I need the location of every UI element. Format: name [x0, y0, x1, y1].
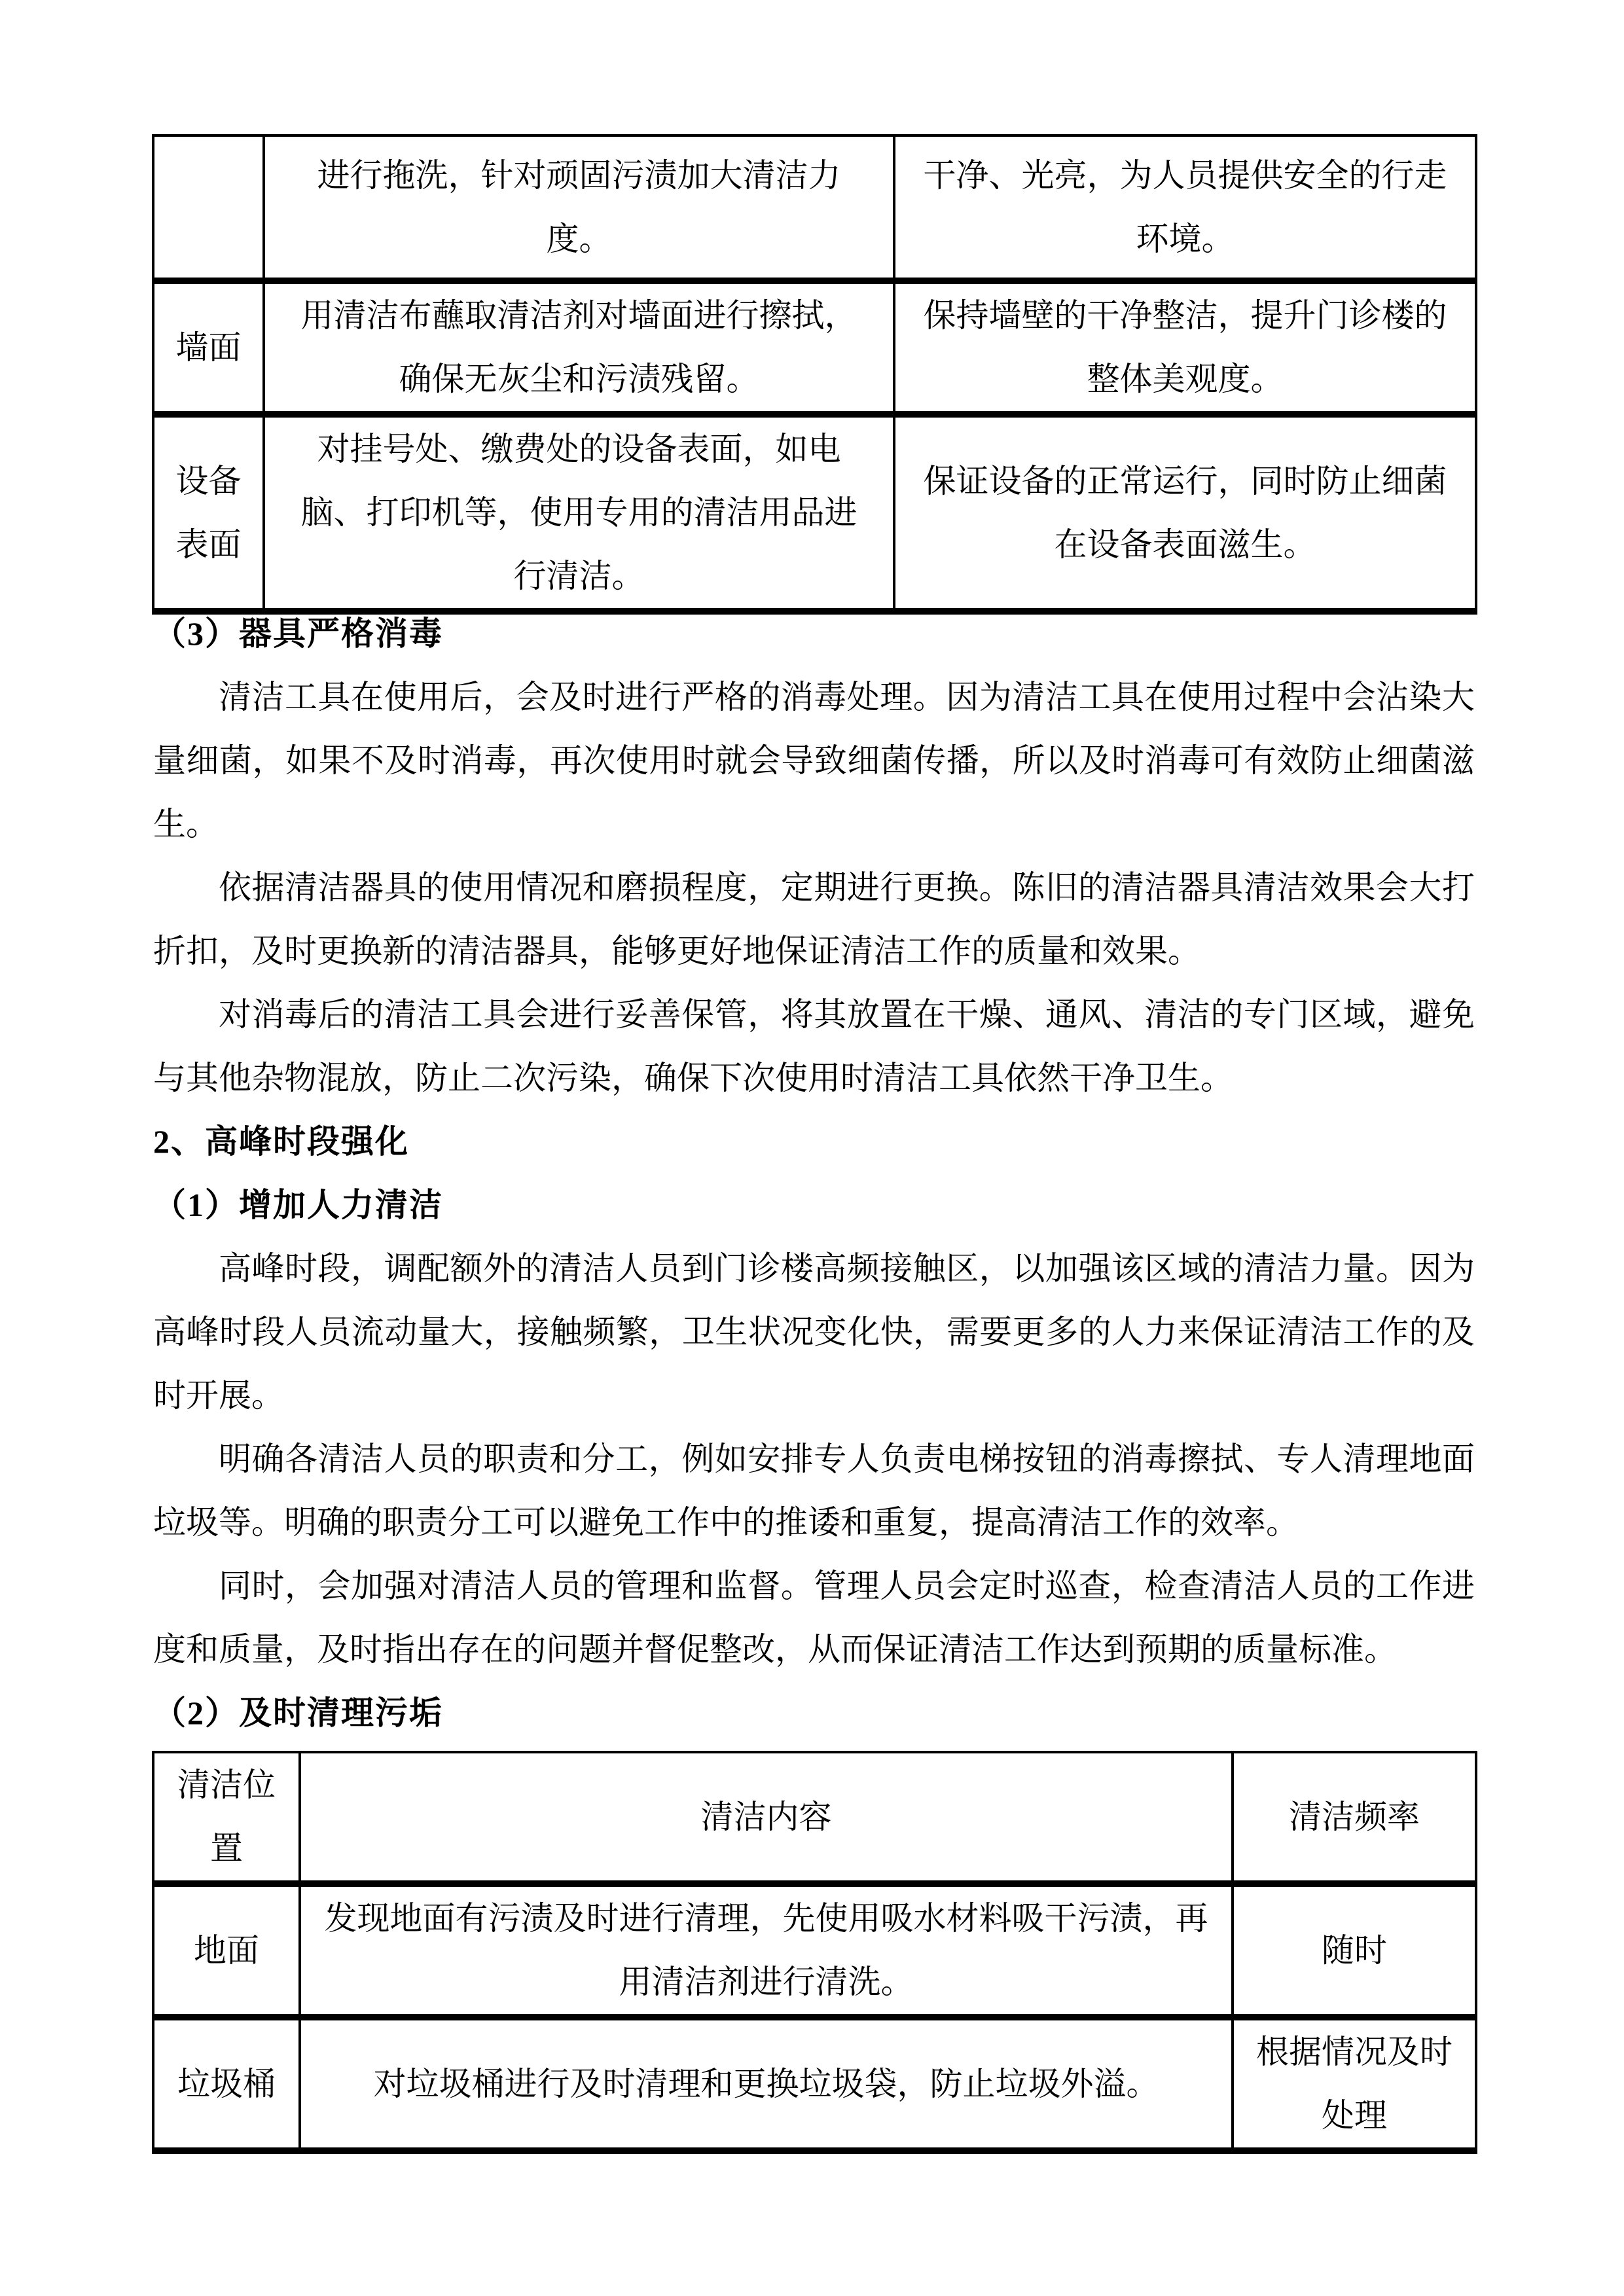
- paragraph-line: 对消毒后的清洁工具会进行妥善保管，将其放置在干燥、通风、清洁的专门区域，避免: [219, 996, 1475, 1033]
- position-label-cell: [153, 2017, 300, 2151]
- cleaning-purpose-cell: [894, 281, 1476, 414]
- purpose-line: 整体美观度。: [1087, 361, 1284, 397]
- cleaning-purpose-cell: [894, 135, 1476, 281]
- frequency-cell: [1233, 2017, 1476, 2151]
- purpose-line: 在设备表面滋生。: [1054, 526, 1316, 563]
- frequency-line: 处理: [1322, 2097, 1387, 2134]
- stain-cleaning-table: [152, 1751, 1477, 2154]
- cleaning-purpose-cell: [894, 414, 1476, 611]
- area-label-line: 设备: [175, 462, 242, 499]
- heading-add-manpower: （1）增加人力清洁: [153, 1187, 443, 1223]
- content-line: 对垃圾桶进行及时清理和更换垃圾袋，防止垃圾外溢。: [373, 2065, 1159, 2102]
- frequency-cell: [1233, 1884, 1476, 2017]
- content-line: 用清洁剂进行清洗。: [619, 1964, 914, 2000]
- content-line: 行清洁。: [513, 558, 645, 594]
- frequency-line: 根据情况及时: [1256, 2034, 1453, 2070]
- stain-content-cell: [300, 1884, 1233, 2017]
- paragraph-line: 度和质量，及时指出存在的问题并督促整改，从而保证清洁工作达到预期的质量标准。: [153, 1631, 1397, 1668]
- paragraph-line: 生。: [153, 806, 219, 842]
- content-line: 进行拖洗，针对顽固污渍加大清洁力: [317, 156, 841, 194]
- position-label-cell: [153, 1884, 300, 2017]
- cleaning-content-cell: [264, 281, 894, 414]
- heading-peak-period: 2、高峰时段强化: [153, 1123, 409, 1160]
- paragraph-line: 同时，会加强对清洁人员的管理和监督。管理人员会定时巡查，检查清洁人员的工作进: [219, 1568, 1475, 1604]
- header-content-cell: [300, 1752, 1233, 1884]
- header-frequency-cell: [1233, 1752, 1476, 1884]
- area-label-cell: [153, 414, 264, 611]
- area-label-line: 表面: [175, 526, 242, 563]
- cleaning-content-cell: [264, 135, 894, 281]
- purpose-line: 环境。: [1136, 220, 1235, 257]
- body-text: [153, 602, 1475, 1745]
- table-row-trashcan: [153, 2017, 1476, 2151]
- daily-cleaning-table: [152, 134, 1477, 615]
- area-label-line: 墙面: [175, 329, 242, 366]
- purpose-line: 保证设备的正常运行，同时防止细菌: [923, 462, 1447, 499]
- content-line: 发现地面有污渍及时进行清理，先使用吸水材料吸干污渍，再: [324, 1900, 1208, 1937]
- content-line: 度。: [546, 220, 612, 257]
- paragraph-line: 清洁工具在使用后，会及时进行严格的消毒处理。因为清洁工具在使用过程中会沾染大: [219, 679, 1475, 715]
- paragraph-line: 量细菌，如果不及时消毒，再次使用时就会导致细菌传播，所以及时消毒可有效防止细菌滋: [153, 742, 1475, 779]
- content-line: 确保无灰尘和污渍残留。: [399, 361, 759, 397]
- cleaning-content-cell: [264, 414, 894, 611]
- area-label-cell: [153, 135, 264, 281]
- header-line: 置: [210, 1830, 243, 1867]
- table-row-ground: [153, 1884, 1476, 2017]
- table-row-floor-cont: [153, 135, 1476, 281]
- content-line: 脑、打印机等，使用专用的清洁用品进: [300, 494, 857, 531]
- table-row-wall: [153, 281, 1476, 414]
- header-line: 清洁内容: [700, 1798, 832, 1835]
- table-header-row: [153, 1752, 1476, 1884]
- purpose-line: 干净、光亮，为人员提供安全的行走: [923, 156, 1447, 194]
- content-line: 对挂号处、缴费处的设备表面，如电: [317, 431, 841, 467]
- paragraph-line: 高峰时段，调配额外的清洁人员到门诊楼高频接触区，以加强该区域的清洁力量。因为: [219, 1250, 1475, 1287]
- header-position-cell: [153, 1752, 300, 1884]
- paragraph-line: 与其他杂物混放，防止二次污染，确保下次使用时清洁工具依然干净卫生。: [153, 1060, 1233, 1096]
- header-line: 清洁频率: [1289, 1798, 1420, 1835]
- content-line: 用清洁布蘸取清洁剂对墙面进行擦拭，: [300, 297, 857, 334]
- table-row-equipment: [153, 414, 1476, 611]
- paragraph-line: 折扣，及时更换新的清洁器具，能够更好地保证清洁工作的质量和效果。: [153, 933, 1200, 969]
- paragraph-line: 明确各清洁人员的职责和分工，例如安排专人负责电梯按钮的消毒擦拭、专人清理地面: [219, 1441, 1475, 1477]
- purpose-line: 保持墙壁的干净整洁，提升门诊楼的: [923, 297, 1447, 334]
- area-label-cell: [153, 281, 264, 414]
- frequency-line: 随时: [1322, 1931, 1387, 1969]
- heading-stain-cleaning: （2）及时清理污垢: [153, 1695, 443, 1731]
- paragraph-line: 时开展。: [153, 1377, 284, 1414]
- heading-disinfect: （3）器具严格消毒: [153, 615, 443, 652]
- header-line: 清洁位: [177, 1767, 276, 1803]
- paragraph-line: 垃圾等。明确的职责分工可以避免工作中的推诿和重复，提高清洁工作的效率。: [153, 1504, 1299, 1541]
- paragraph-line: 高峰时段人员流动量大，接触频繁，卫生状况变化快，需要更多的人力来保证清洁工作的及: [153, 1314, 1475, 1350]
- stain-content-cell: [300, 2017, 1233, 2151]
- position-line: 垃圾桶: [177, 2065, 276, 2102]
- paragraph-line: 依据清洁器具的使用情况和磨损程度，定期进行更换。陈旧的清洁器具清洁效果会大打: [219, 869, 1475, 906]
- position-line: 地面: [194, 1931, 259, 1969]
